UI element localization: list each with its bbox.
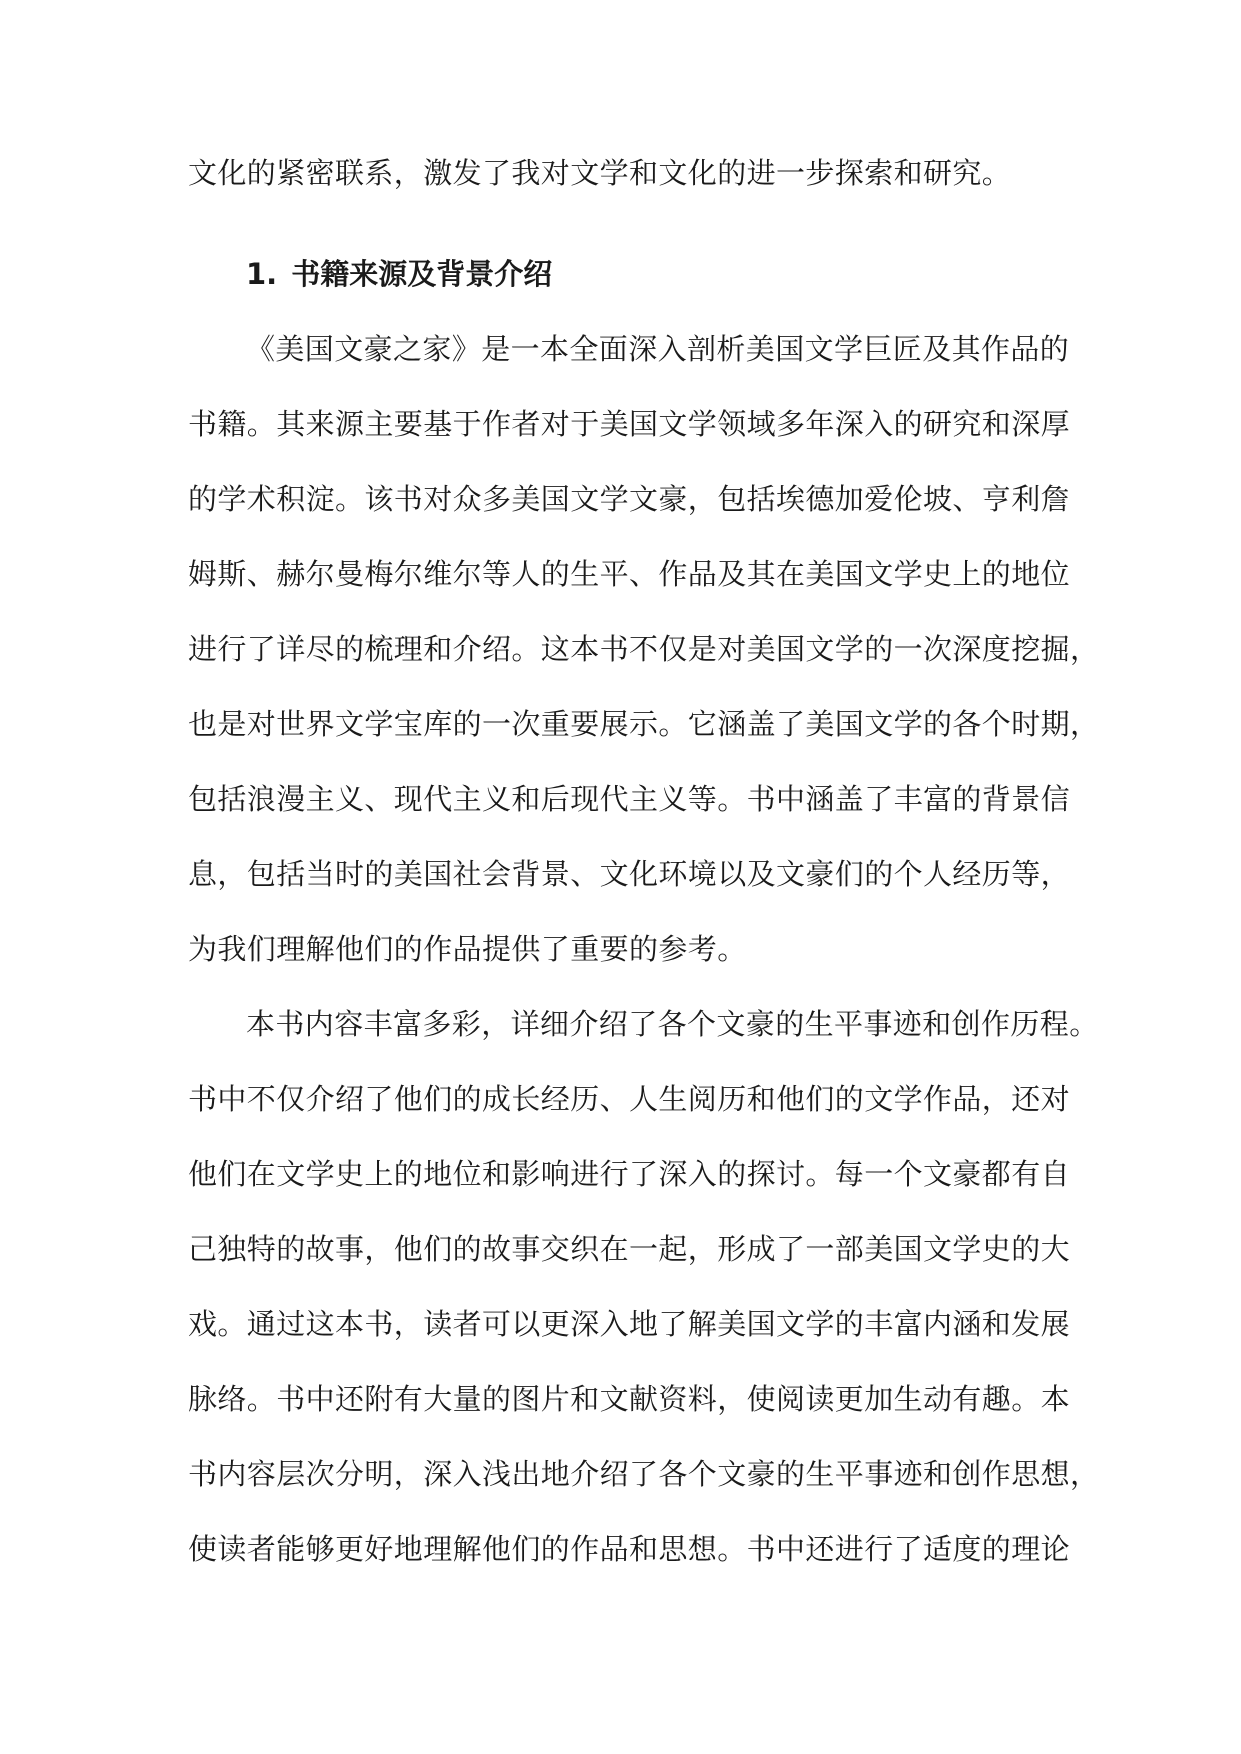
section-heading [188,243,1058,318]
document-page [188,142,1100,1593]
paragraph-book-source [188,318,1100,993]
paragraph-line: 包括浪漫主义、现代主义和后现代主义等。书中涵盖了丰富的背景信 [188,782,1071,816]
paragraph-line: 进行了详尽的梳理和介绍。这本书不仅是对美国文学的一次深度挖掘， [188,632,1100,666]
paragraph-line: 也是对世界文学宝库的一次重要展示。它涵盖了美国文学的各个时期， [188,707,1100,741]
paragraph-line: 姆斯、赫尔曼梅尔维尔等人的生平、作品及其在美国文学史上的地位 [188,557,1071,591]
paragraph-line: 他们在文学史上的地位和影响进行了深入的探讨。每一个文豪都有自 [188,1157,1071,1191]
paragraph-line: 《美国文豪之家》是一本全面深入剖析美国文学巨匠及其作品的 [246,332,1070,366]
paragraph-line: 息，包括当时的美国社会背景、文化环境以及文豪们的个人经历等， [188,857,1071,891]
paragraph-line: 戏。通过这本书，读者可以更深入地了解美国文学的丰富内涵和发展 [188,1307,1071,1341]
paragraph-line: 的学术积淀。该书对众多美国文学文豪，包括埃德加爱伦坡、亨利詹 [188,482,1071,516]
paragraph-line: 为我们理解他们的作品提供了重要的参考。 [188,932,747,966]
spacer [188,217,1058,243]
paragraph-line: 使读者能够更好地理解他们的作品和思想。书中还进行了适度的理论 [188,1532,1071,1566]
paragraph-line: 书籍。其来源主要基于作者对于美国文学领域多年深入的研究和深厚 [188,407,1071,441]
section-title: 书籍来源及背景介绍 [291,257,553,291]
paragraph-line: 书中不仅介绍了他们的成长经历、人生阅历和他们的文学作品，还对 [188,1082,1071,1116]
section-number: 1. [246,257,278,291]
paragraph-book-content [188,993,1100,1593]
paragraph-line: 书内容层次分明，深入浅出地介绍了各个文豪的生平事迹和创作思想， [188,1457,1100,1491]
paragraph-line: 本书内容丰富多彩，详细介绍了各个文豪的生平事迹和创作历程。 [246,1007,1099,1041]
paragraph-line: 己独特的故事，他们的故事交织在一起，形成了一部美国文学史的大 [188,1232,1071,1266]
intro-line: 文化的紧密联系，激发了我对文学和文化的进一步探索和研究。 [188,156,1012,190]
paragraph-line: 脉络。书中还附有大量的图片和文献资料，使阅读更加生动有趣。本 [188,1382,1071,1416]
